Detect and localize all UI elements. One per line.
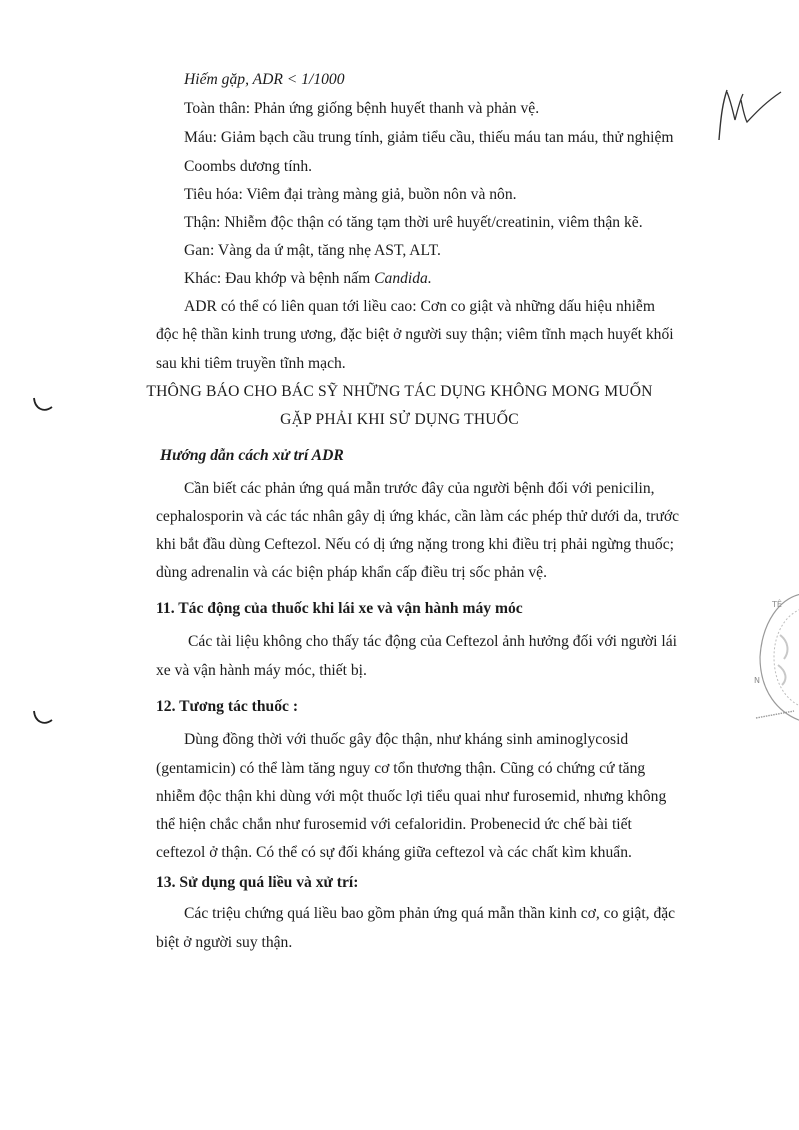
guide-line: Cần biết các phản ứng quá mẫn trước đây của người bệnh đối với penicilin, xyxy=(184,480,655,497)
guide-line: cephalosporin và các tác nhân gây dị ứng khác, cần làm các phép thử dưới da, trước xyxy=(156,508,680,525)
seal-stamp-mark xyxy=(748,585,799,730)
rare-heading: Hiếm gặp, ADR < 1/1000 xyxy=(184,71,345,88)
guide-heading: Hướng dẫn cách xử trí ADR xyxy=(160,447,344,464)
other-line xyxy=(184,269,432,289)
guide-line: khi bắt đầu dùng Ceftezol. Nếu có dị ứng nặng trong khi điều trị phải ngừng thuốc; xyxy=(156,536,674,553)
other-italic: Candida. xyxy=(374,270,432,287)
section-12-line: ceftezol ở thận. Có thể có sự đối kháng giữa ceftezol và các chất kìm khuẩn. xyxy=(156,844,632,861)
notice-line: THÔNG BÁO CHO BÁC SỸ NHỮNG TÁC DỤNG KHÔNG MONG MUỐN xyxy=(146,383,653,400)
svg-text:TÊ: TÊ xyxy=(772,600,782,609)
guide-line: dùng adrenalin và các biện pháp khẩn cấp điều trị sốc phản vệ. xyxy=(156,564,547,581)
rare-line: Tiêu hóa: Viêm đại tràng màng giả, buồn nôn và nôn. xyxy=(184,186,517,203)
rare-line: Gan: Vàng da ứ mật, tăng nhẹ AST, ALT. xyxy=(184,242,441,259)
svg-text:N: N xyxy=(754,676,760,685)
rare-line: Máu: Giảm bạch cầu trung tính, giảm tiểu cầu, thiếu máu tan máu, thử nghiệm xyxy=(184,129,674,146)
other-prefix: Khác: Đau khớp và bệnh nấm xyxy=(184,270,375,287)
section-13-line: Các triệu chứng quá liều bao gồm phản ứng quá mẫn thần kinh cơ, co giật, đặc xyxy=(184,905,676,922)
section-12-line: (gentamicin) có thể làm tăng nguy cơ tổn thương thận. Cũng có chứng cứ tăng xyxy=(156,760,646,777)
dose-line: ADR có thể có liên quan tới liều cao: Cơn co giật và những dấu hiệu nhiễm xyxy=(184,298,655,315)
rare-line: Toàn thân: Phản ứng giống bệnh huyết thanh và phản vệ. xyxy=(184,100,540,117)
punch-hole-mark xyxy=(30,708,56,730)
punch-hole-mark xyxy=(30,395,56,417)
section-13-heading: 13. Sử dụng quá liều và xử trí: xyxy=(156,874,359,891)
dose-line: độc hệ thần kinh trung ương, đặc biệt ở người suy thận; viêm tĩnh mạch huyết khối xyxy=(156,326,674,343)
section-12-line: thể hiện chắc chắn như furosemid với cefaloridin. Probenecid ức chế bài tiết xyxy=(156,816,632,833)
dose-line: sau khi tiêm truyền tĩnh mạch. xyxy=(156,355,346,372)
notice-line: GẶP PHẢI KHI SỬ DỤNG THUỐC xyxy=(280,411,519,428)
section-12-line: Dùng đồng thời với thuốc gây độc thận, như kháng sinh aminoglycosid xyxy=(184,731,629,748)
handwritten-initials-mark xyxy=(705,78,785,148)
section-11-heading: 11. Tác động của thuốc khi lái xe và vận hành máy móc xyxy=(156,600,523,617)
rare-line: Thận: Nhiễm độc thận có tăng tạm thời urê huyết/creatinin, viêm thận kẽ. xyxy=(184,214,643,231)
section-11-line: xe và vận hành máy móc, thiết bị. xyxy=(156,662,367,679)
section-12-heading: 12. Tương tác thuốc : xyxy=(156,698,299,715)
section-11-line: Các tài liệu không cho thấy tác động của Ceftezol ảnh hưởng đối với người lái xyxy=(188,633,677,650)
rare-line: Coombs dương tính. xyxy=(184,158,313,175)
section-13-line: biệt ở người suy thận. xyxy=(156,934,293,951)
section-12-line: nhiễm độc thận khi dùng với một thuốc lợi tiểu quai như furosemid, nhưng không xyxy=(156,788,667,805)
